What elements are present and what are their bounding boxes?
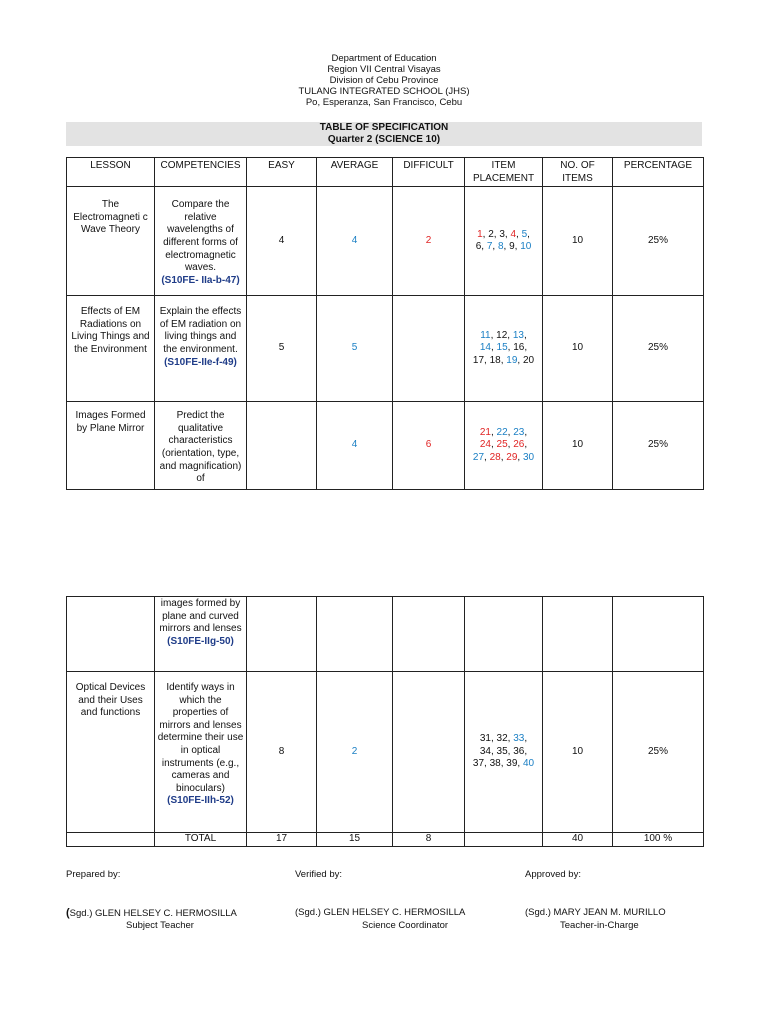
item-placement-cell: 11, 12, 13, 14, 15, 16, 17, 18, 19, 20 [465, 296, 543, 402]
total-label: TOTAL [155, 833, 247, 847]
easy-cell: 8 [247, 672, 317, 833]
item-number: 33 [513, 733, 525, 745]
col-header-competencies: COMPETENCIES [155, 158, 247, 187]
competency-cell [155, 402, 247, 490]
percentage-cell: 25% [613, 672, 704, 833]
average-cell [317, 597, 393, 672]
approved-name-text: MARY JEAN M. MURILLO [553, 907, 666, 918]
verified-by-role: Science Coordinator [362, 920, 449, 931]
item-number: 21 [479, 426, 491, 438]
difficult-cell [393, 597, 465, 672]
document-header [0, 53, 768, 108]
col-header-easy: EASY [247, 158, 317, 187]
total-no-items: 40 [543, 833, 613, 847]
item-number: 27 [472, 451, 485, 463]
prepared-by-label: Prepared by: [66, 869, 121, 880]
item-number: 5 [521, 228, 528, 240]
competency-text: Predict the qualitative characteristics (orientation, type, and magnification) of [159, 410, 242, 485]
total-lesson-cell [67, 833, 155, 847]
approved-by-name [525, 907, 666, 918]
easy-cell [247, 597, 317, 672]
difficult-cell: 2 [393, 187, 465, 296]
approved-sgd: (Sgd.) [525, 907, 551, 918]
item-number: 19 [506, 354, 518, 366]
item-number: 31 [479, 733, 491, 745]
competency-cell [155, 296, 247, 402]
item-number: 13 [512, 329, 524, 341]
item-number: 6 [475, 241, 482, 253]
easy-cell [247, 402, 317, 490]
percentage-cell: 25% [613, 402, 704, 490]
col-header-percentage: PERCENTAGE [613, 158, 704, 187]
table-row [67, 187, 704, 296]
item-placement-cell: 1, 2, 3, 4, 5, 6, 7, 8, 9, 10 [465, 187, 543, 296]
lesson-cell: Images Formed by Plane Mirror [67, 402, 155, 490]
total-average: 15 [317, 833, 393, 847]
header-line-division: Division of Cebu Province [329, 75, 439, 86]
verified-name-text: GLEN HELSEY C. HERMOSILLA [323, 907, 466, 918]
item-placement-cell [465, 597, 543, 672]
table-row-continued [67, 597, 704, 672]
average-cell: 5 [317, 296, 393, 402]
col-header-item-placement: ITEM PLACEMENT [465, 158, 543, 187]
header-line-region: Region VII Central Visayas [327, 64, 441, 75]
item-number: 17 [472, 354, 485, 366]
page-title: TABLE OF SPECIFICATION [319, 122, 449, 133]
competency-code: (S10FE-IIe-f-49) [164, 356, 237, 368]
total-percentage: 100 % [613, 833, 704, 847]
item-number: 9 [509, 241, 515, 253]
percentage-cell: 25% [613, 296, 704, 402]
item-placement-cell: 31, 32, 33, 34, 35, 36, 37, 38, 39, 40 [465, 672, 543, 833]
item-number: 18 [489, 354, 501, 366]
header-line-school: TULANG INTEGRATED SCHOOL (JHS) [298, 86, 470, 97]
col-header-lesson: LESSON [67, 158, 155, 187]
item-number: 40 [522, 758, 535, 770]
col-header-no-items: NO. OF ITEMS [543, 158, 613, 187]
item-number: 24 [479, 439, 491, 451]
verified-by-label: Verified by: [295, 869, 342, 880]
competency-text: Compare the relative wavelengths of different forms of electromagnetic waves. [163, 199, 238, 274]
total-item-placement [465, 833, 543, 847]
item-number: 36 [513, 745, 525, 757]
percentage-cell: 25% [613, 187, 704, 296]
average-cell: 2 [317, 672, 393, 833]
item-number: 23 [513, 426, 525, 438]
item-number: 20 [522, 354, 535, 366]
spec-table-page1 [66, 157, 704, 490]
competency-text: Identify ways in which the properties of mirrors and lenses determine their use in optical instruments (e.g., cameras and binoculars) [157, 682, 244, 794]
item-number: 12 [496, 329, 508, 341]
prepared-by-name: (Sgd.) GLEN HELSEY C. HERMOSILLA [66, 907, 237, 919]
no-items-cell: 10 [543, 402, 613, 490]
competency-code: (S10FE- IIa-b-47) [161, 274, 240, 286]
table-row [67, 296, 704, 402]
lesson-cell: The Electromagneti c Wave Theory [67, 187, 155, 296]
approved-by-role: Teacher-in-Charge [560, 920, 639, 931]
prepared-name-text: GLEN HELSEY C. HERMOSILLA [95, 908, 237, 919]
item-number: 30 [522, 451, 535, 463]
item-number: 8 [497, 241, 504, 253]
no-items-cell: 10 [543, 187, 613, 296]
total-easy: 17 [247, 833, 317, 847]
item-number: 11 [480, 329, 491, 341]
header-line-deped: Department of Education [331, 53, 437, 64]
competency-cell [155, 187, 247, 296]
total-row [67, 833, 704, 847]
col-header-average: AVERAGE [317, 158, 393, 187]
lesson-cell: Effects of EM Radiations on Living Things and the Environment [67, 296, 155, 402]
approved-by-label: Approved by: [525, 869, 581, 880]
verified-sgd: (Sgd.) [295, 907, 321, 918]
item-number: 14 [479, 342, 491, 354]
total-difficult: 8 [393, 833, 465, 847]
prepared-sgd: Sgd.) [69, 908, 93, 919]
competency-text: images formed by plane and curved mirrors and lenses [159, 598, 242, 635]
competency-cell [155, 597, 247, 672]
item-number: 38 [489, 758, 501, 770]
item-placement-cell: 21, 22, 23, 24, 25, 26, 27, 28, 29, 30 [465, 402, 543, 490]
average-cell: 4 [317, 187, 393, 296]
item-number: 28 [489, 451, 501, 463]
item-number: 32 [496, 733, 508, 745]
spec-table-page2 [66, 596, 704, 847]
competency-code: (S10FE-IIg-50) [167, 635, 234, 647]
table-row [67, 402, 704, 490]
table-header-row [67, 158, 704, 187]
difficult-cell: 6 [393, 402, 465, 490]
item-number: 34 [479, 745, 491, 757]
lesson-cell: Optical Devices and their Uses and functions [67, 672, 155, 833]
easy-cell: 5 [247, 296, 317, 402]
item-number: 15 [496, 342, 508, 354]
competency-text: Explain the effects of EM radiation on living things and the environment. [159, 306, 242, 355]
no-items-cell [543, 597, 613, 672]
item-number: 37 [472, 758, 485, 770]
no-items-cell: 10 [543, 296, 613, 402]
item-number: 16 [513, 342, 525, 354]
item-number: 22 [496, 426, 508, 438]
item-number: 2 [488, 228, 494, 240]
item-number: 3 [499, 228, 505, 240]
page-subtitle: Quarter 2 (SCIENCE 10) [327, 134, 441, 145]
easy-cell: 4 [247, 187, 317, 296]
item-number: 1 [477, 228, 483, 240]
difficult-cell [393, 296, 465, 402]
item-number: 25 [496, 439, 508, 451]
item-number: 29 [506, 451, 518, 463]
competency-cell [155, 672, 247, 833]
no-items-cell: 10 [543, 672, 613, 833]
percentage-cell [613, 597, 704, 672]
item-number: 10 [520, 241, 532, 253]
item-number: 26 [513, 439, 525, 451]
item-number: 4 [510, 228, 517, 240]
competency-code: (S10FE-IIh-52) [167, 795, 234, 807]
verified-by-name [295, 907, 465, 918]
col-header-difficult: DIFFICULT [393, 158, 465, 187]
title-band [66, 122, 702, 146]
header-line-address: Po, Esperanza, San Francisco, Cebu [305, 97, 463, 108]
item-number: 35 [496, 745, 508, 757]
item-number: 39 [506, 758, 518, 770]
item-number: 7 [486, 241, 493, 253]
lesson-cell [67, 597, 155, 672]
difficult-cell [393, 672, 465, 833]
average-cell: 4 [317, 402, 393, 490]
table-row [67, 672, 704, 833]
prepared-by-role: Subject Teacher [126, 920, 194, 931]
